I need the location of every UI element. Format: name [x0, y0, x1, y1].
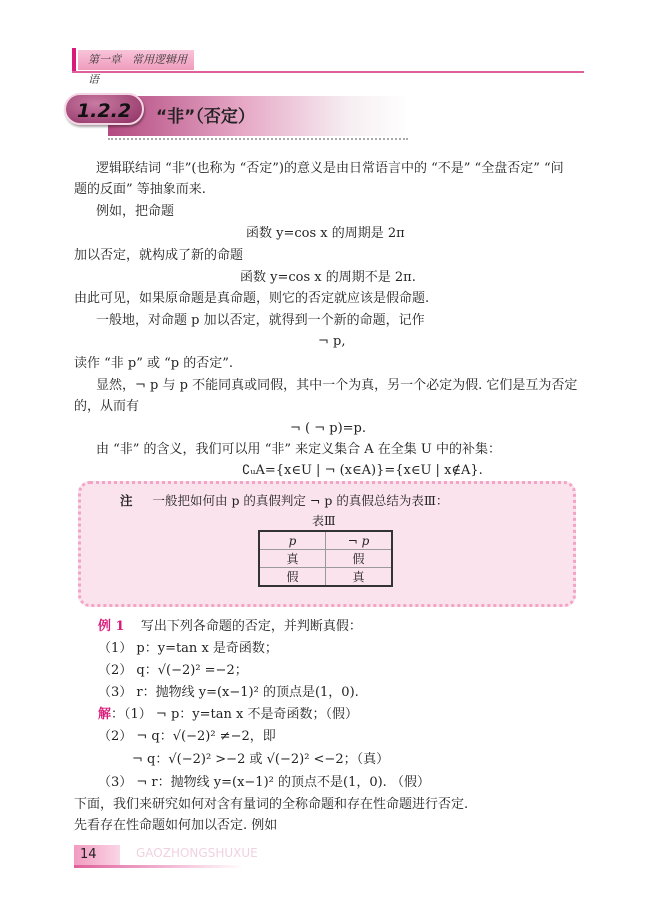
table-cell: 假 — [326, 550, 393, 568]
solution-text-1: ：（1） ¬ p：y=tan x 不是奇函数；（假） — [111, 707, 358, 722]
footer-brand: GAOZHONGSHUXUE — [136, 846, 258, 860]
section-heading-banner — [108, 96, 408, 136]
paragraph-conclusion: 由此可见，如果原命题是真命题，则它的否定就应该是假命题. — [74, 291, 430, 306]
solution-label: 解 — [98, 707, 112, 722]
table-caption: 表Ⅲ — [312, 514, 336, 528]
solution-line-3: ¬ q：√(−2)² >−2 或 √(−2)² <−2；（真） — [132, 752, 390, 767]
section-title: “非”（否定） — [156, 107, 255, 127]
table-cell: 假 — [259, 568, 326, 587]
equation-not-p: ¬ p, — [318, 334, 346, 349]
page-number: 14 — [74, 845, 120, 865]
solution-line-2: （2） ¬ q：√(−2)² ≠−2，即 — [98, 729, 276, 744]
paragraph-obvious-line1: 显然，¬ p 与 p 不能同真或同假，其中一个为真，另一个必定为假. 它们是互为否定 — [96, 378, 578, 393]
note-line — [120, 492, 448, 510]
paragraph-negate: 加以否定，就构成了新的命题 — [74, 248, 244, 263]
section-dotted-rule — [108, 138, 408, 140]
note-text: 一般把如何由 p 的真假判定 ¬ p 的真假总结为表Ⅲ： — [152, 493, 449, 508]
table-row — [259, 550, 392, 568]
paragraph-read-as: 读作 “非 p” 或 “p 的否定”. — [74, 356, 234, 371]
table-row — [259, 568, 392, 587]
header-divider — [72, 71, 584, 73]
paragraph-obvious-line2: 的，从而有 — [74, 399, 140, 414]
chapter-accent-bar — [72, 48, 76, 72]
equation-double-negation: ¬ ( ¬ p)=p. — [290, 421, 366, 436]
table-cell: 真 — [259, 550, 326, 568]
truth-table — [258, 530, 393, 587]
closing-line-1: 下面，我们来研究如何对含有量词的全称命题和存在性命题进行否定. — [74, 797, 469, 812]
paragraph-example-lead: 例如，把命题 — [96, 204, 175, 219]
chapter-header: 第一章 常用逻辑用语 — [78, 50, 194, 70]
paragraph-general: 一般地，对命题 p 加以否定，就得到一个新的命题，记作 — [96, 313, 425, 328]
closing-line-2: 先看存在性命题如何加以否定. 例如 — [74, 818, 278, 833]
table-header-row — [259, 531, 392, 550]
solution-line-1 — [98, 706, 358, 724]
solution-line-4: （3） ¬ r：抛物线 y=(x−1)² 的顶点不是(1，0). （假） — [98, 775, 430, 790]
example-heading — [98, 618, 362, 636]
table-cell: 真 — [326, 568, 393, 587]
example-item-3: （3） r：抛物线 y=(x−1)² 的顶点是(1，0). — [98, 685, 359, 700]
section-number-badge: 1.2.2 — [64, 93, 144, 125]
equation-original: 函数 y=cos x 的周期是 2π — [246, 226, 405, 241]
paragraph-complement: 由 “非” 的含义，我们可以用 “非” 来定义集合 A 在全集 U 中的补集： — [96, 442, 501, 457]
note-label: 注 — [120, 493, 133, 508]
equation-negated: 函数 y=cos x 的周期不是 2π. — [240, 270, 416, 285]
example-label: 例 1 — [98, 619, 125, 634]
paragraph-intro-line1: 逻辑联结词 “非”(也称为 “否定”)的意义是由日常语言中的 “不是” “全盘否定” “问 — [96, 161, 564, 176]
example-item-1: （1） p：y=tan x 是奇函数； — [98, 641, 278, 656]
example-item-2: （2） q：√(−2)² =−2； — [98, 663, 248, 678]
equation-complement: ∁ᵤA={x∈U | ¬ (x∈A)}={x∈U | x∉A}. — [242, 463, 483, 478]
footer-divider — [74, 865, 244, 868]
example-prompt: 写出下列各命题的否定，并判断真假： — [140, 619, 362, 634]
table-header-cell: ¬ p — [326, 531, 393, 550]
paragraph-intro-line2: 题的反面” 等抽象而来. — [74, 182, 206, 197]
table-header-cell: p — [259, 531, 326, 550]
